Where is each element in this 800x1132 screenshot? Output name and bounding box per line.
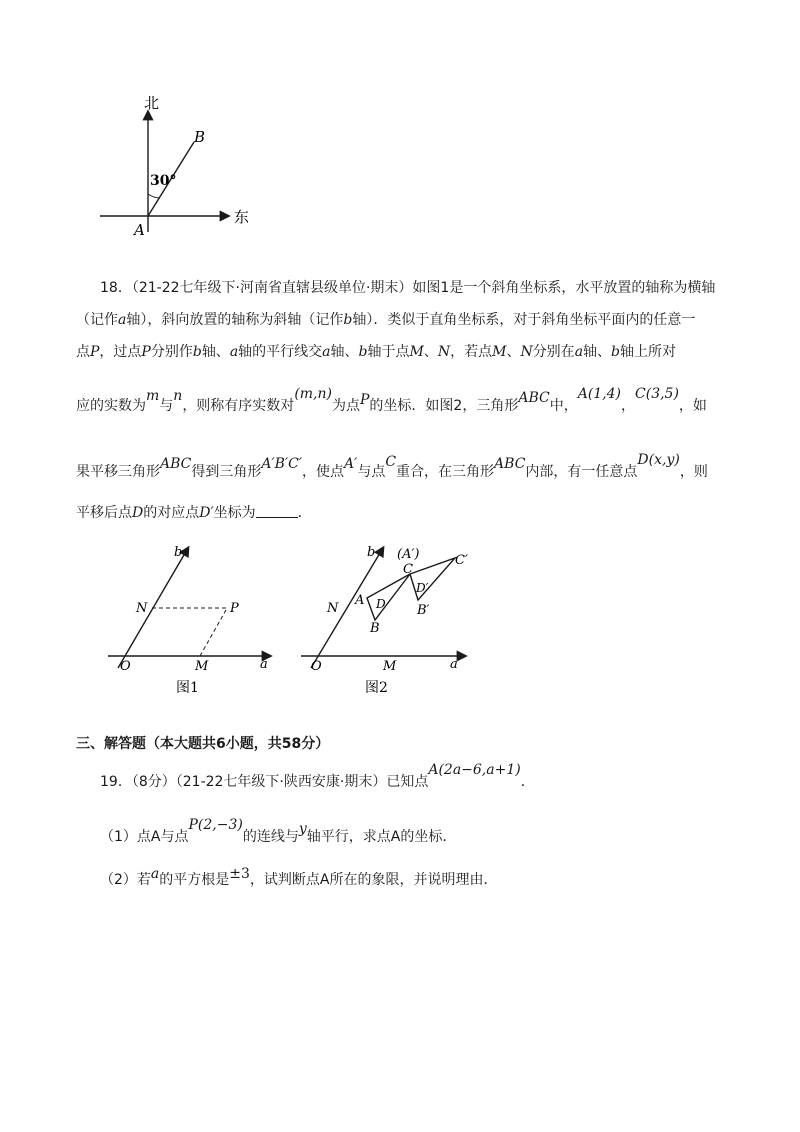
var-a: a [229,344,239,360]
text: ，试判断点A所在的象限，并说明理由． [249,872,498,888]
text: 轴），斜向放置的轴称为斜轴（记作 [126,312,344,328]
text: 轴的平行线交 [238,344,323,360]
fig2-ap-label: (A′) [397,547,420,562]
var-b: b [611,344,621,360]
q18-line-2 [76,310,695,330]
var-b: b [358,344,368,360]
part-number: （1） [100,829,137,845]
text: ，则 [679,464,708,480]
value-pm3: ±3 [229,866,250,882]
var-p: P [141,344,151,360]
q19-number: 19． [100,774,132,790]
fig2-o-label: O [311,659,322,674]
q19-part-2 [100,866,498,890]
text: 的对应点 [143,505,200,521]
east-label: 东 [234,208,250,226]
point-c-coord: C(3,5) [635,386,679,402]
section-heading: 三、解答题（本大题共6小题，共58分） [76,736,330,752]
text: 得到三角形 [191,464,262,480]
fig2-c-label: C [403,562,413,577]
q18-line-4 [76,386,707,416]
answer-blank[interactable] [256,503,298,518]
q19-score: （8分） [131,774,176,790]
var-a: a [574,344,584,360]
point-a-coord: A(1,4) [577,386,622,402]
text: 中， [549,398,578,414]
figure-1 [100,540,285,700]
fig2-cp-label: C′ [455,553,468,568]
text: 的坐标．如图2，三角形 [369,398,519,414]
fig1-caption: 图1 [176,680,199,696]
var-abc: ABC [494,456,526,472]
text: 轴于点 [367,344,410,360]
fig2-n-label: N [327,601,339,616]
triangle-abc [367,574,410,620]
q19-source: （21-22七年级下·陕西安康·期末）已知点 [175,774,429,790]
text: 分别作 [150,344,193,360]
text: 轴）．类似于直角坐标系，对于斜角坐标平面内的任意一 [352,312,696,328]
fig2-a-axis-label: a [450,657,458,672]
q19-point-a: A(2a−6,a+1) [428,762,521,778]
var-d: D [132,505,144,521]
text: ，若点 [450,344,493,360]
var-p: P [359,392,370,408]
fig2-caption: 图2 [365,680,388,696]
pair-mn: (m,n) [294,386,332,402]
var-b: b [192,344,202,360]
text: 的连线与 [242,829,299,845]
north-label: 北 [144,94,160,112]
text: 与点 [357,464,386,480]
text: 的平方根是 [159,872,230,888]
var-a: a [322,344,331,360]
fig1-n-label: N [136,601,148,616]
text: 内部，有一任意点 [525,464,638,480]
point-p-coord: P(2,−3) [188,817,243,833]
var-abc: ABC [160,456,192,472]
text: ． [297,505,312,521]
q18-line-3 [76,342,676,362]
fig1-b-label: b [174,545,183,560]
figure-2 [295,540,480,700]
text: 为点 [331,398,360,414]
fig2-dp-label: D′ [416,581,429,595]
var-ap: A′ [344,456,358,472]
compass-figure [90,90,260,240]
text: 点A与点 [136,829,189,845]
fig2-a-point-label: A [355,593,365,608]
text: 分别在 [532,344,575,360]
text: 轴、 [201,344,230,360]
text: 轴、 [583,344,612,360]
text: 重合，在三角形 [396,464,495,480]
part-number: （2） [100,872,137,888]
var-a: a [150,866,160,882]
text: ，使点 [302,464,345,480]
var-m: M [492,344,507,360]
point-b-label: B [194,128,206,146]
fig2-bp-label: B′ [417,603,430,618]
fig2-b-label: b [367,545,376,560]
var-m-lower: m [146,388,160,404]
text: 与 [159,398,174,414]
text: 轴、 [330,344,359,360]
angle-arc [148,194,160,198]
fig1-p-label: P [230,601,239,616]
text: 点 [76,344,90,360]
fig1-m-label: M [195,659,209,674]
text: 若 [136,872,151,888]
text: （记作 [76,312,118,328]
var-n: N [520,344,533,360]
var-p: P [90,344,100,360]
fig2-m-label: M [383,659,397,674]
text: ，过点 [99,344,142,360]
q18-number: 18． [100,280,132,296]
fig2-b-axis [311,548,383,668]
text: ，则称有序实数对 [182,398,295,414]
var-y: y [298,821,307,837]
q18-text: 如图1是一个斜角坐标系，水平放置的轴称为横轴 [412,280,716,296]
var-n: N [437,344,451,360]
text: 轴平行，求点A的坐标． [306,829,457,845]
q18-line-1 [100,278,715,298]
text: ． [520,774,535,790]
text: 平移后点 [76,505,132,521]
q18-line-5 [76,452,708,482]
fig2-d-label: D [376,597,386,611]
var-b: b [343,312,353,328]
point-a-label: A [134,221,145,239]
q18-line-6 [76,503,312,523]
text: ， [621,398,636,414]
point-d-coord: D(x,y) [637,452,680,468]
text: 坐标为 [213,505,256,521]
angle-label: 30° [150,173,177,189]
text: 轴上所对 [620,344,677,360]
text: 、 [506,344,521,360]
text: 应的实数为 [76,398,146,414]
q18-source: （21-22七年级下·河南省直辖县级单位·期末） [131,280,413,296]
q19-line-1 [100,762,535,792]
var-dp: D′ [199,505,214,521]
fig2-b-point-label: B [370,621,380,636]
var-c: C [385,454,397,470]
q19-part-1 [100,817,457,847]
text: ，如 [678,398,707,414]
var-a: a [118,312,127,328]
var-n-lower: n [173,388,183,404]
var-apbpcp: A′B′C′ [261,456,303,472]
fig1-o-label: O [120,659,131,674]
text: 、 [423,344,438,360]
var-m: M [409,344,424,360]
var-abc: ABC [518,390,550,406]
text: 果平移三角形 [76,464,160,480]
fig1-a-label: a [260,657,268,672]
fig1-dash-mp [200,610,226,656]
